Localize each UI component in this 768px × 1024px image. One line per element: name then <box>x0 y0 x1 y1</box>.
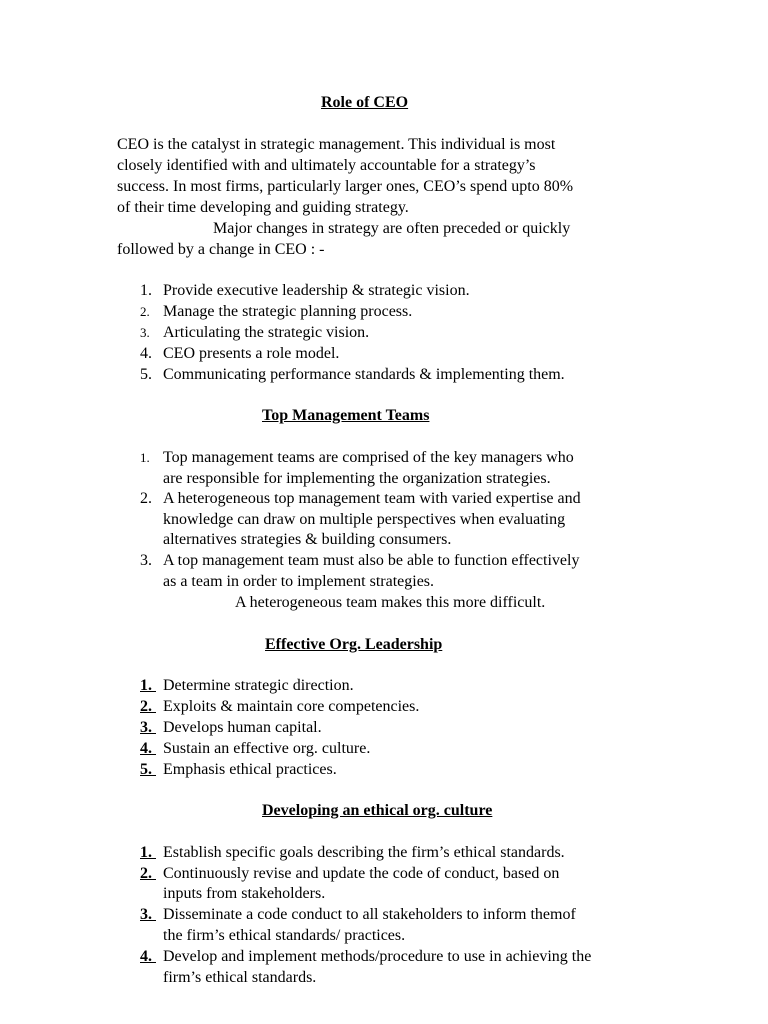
list-item-line: Develop and implement methods/procedure to use in achieving the <box>163 948 592 965</box>
list-number: 4. <box>140 345 152 362</box>
paragraph-line: success. In most firms, particularly larger ones, CEO’s spend upto 80% <box>117 178 574 195</box>
list-number: 4. <box>140 948 156 965</box>
paragraph-line: of their time developing and guiding strategy. <box>117 199 409 216</box>
list-item: Determine strategic direction. <box>163 677 354 694</box>
list-item-line: A top management team must also be able to function effectively <box>163 552 580 569</box>
list-item-line: firm’s ethical standards. <box>163 969 317 986</box>
section-title-effective-org-leadership: Effective Org. Leadership <box>265 636 443 653</box>
list-number: 3. <box>140 552 152 569</box>
list-item-line: A heterogeneous top management team with varied expertise and <box>163 490 581 507</box>
list-number: 5. <box>140 366 152 383</box>
list-number: 5. <box>140 761 156 778</box>
list-item-line: are responsible for implementing the organization strategies. <box>163 470 551 487</box>
list-number: 2. <box>140 304 150 319</box>
list-item: Exploits & maintain core competencies. <box>163 698 420 715</box>
list-item-line: Continuously revise and update the code of conduct, based on <box>163 865 560 882</box>
list-number: 2. <box>140 490 152 507</box>
list-item-line: Disseminate a code conduct to all stakeholders to inform themof <box>163 906 576 923</box>
list-number: 1. <box>140 844 156 861</box>
note-line: A heterogeneous team makes this more difficult. <box>235 594 546 611</box>
list-item: Sustain an effective org. culture. <box>163 740 371 757</box>
list-item-line: inputs from stakeholders. <box>163 885 326 902</box>
list-number: 1. <box>140 677 156 694</box>
list-item: Manage the strategic planning process. <box>163 303 413 320</box>
list-item-line: alternatives strategies & building consumers. <box>163 531 452 548</box>
section-title-role-of-ceo: Role of CEO <box>321 94 409 111</box>
list-number: 3. <box>140 906 156 923</box>
paragraph-line: followed by a change in CEO : - <box>117 241 325 258</box>
list-item: Emphasis ethical practices. <box>163 761 337 778</box>
list-number: 3. <box>140 325 150 340</box>
list-item: CEO presents a role model. <box>163 345 340 362</box>
list-item: Provide executive leadership & strategic vision. <box>163 282 470 299</box>
list-item-line: the firm’s ethical standards/ practices. <box>163 927 406 944</box>
list-number: 1. <box>140 450 150 465</box>
section-title-top-management-teams: Top Management Teams <box>262 407 430 424</box>
list-item: Communicating performance standards & implementing them. <box>163 366 565 383</box>
list-item-line: knowledge can draw on multiple perspectives when evaluating <box>163 511 566 528</box>
list-number: 1. <box>140 282 152 299</box>
list-number: 3. <box>140 719 156 736</box>
paragraph-line: CEO is the catalyst in strategic management. This individual is most <box>117 136 556 153</box>
list-item-line: Establish specific goals describing the firm’s ethical standards. <box>163 844 565 861</box>
list-number: 4. <box>140 740 156 757</box>
list-number: 2. <box>140 865 156 882</box>
section-title-ethical-org-culture: Developing an ethical org. culture <box>262 802 493 819</box>
list-item-line: Top management teams are comprised of the key managers who <box>163 449 574 466</box>
list-item: Develops human capital. <box>163 719 322 736</box>
paragraph-line: closely identified with and ultimately accountable for a strategy’s <box>117 157 536 174</box>
list-number: 2. <box>140 698 156 715</box>
list-item: Articulating the strategic vision. <box>163 324 370 341</box>
paragraph-line-indented: Major changes in strategy are often preceded or quickly <box>213 220 571 237</box>
list-item-line: as a team in order to implement strategies. <box>163 573 435 590</box>
